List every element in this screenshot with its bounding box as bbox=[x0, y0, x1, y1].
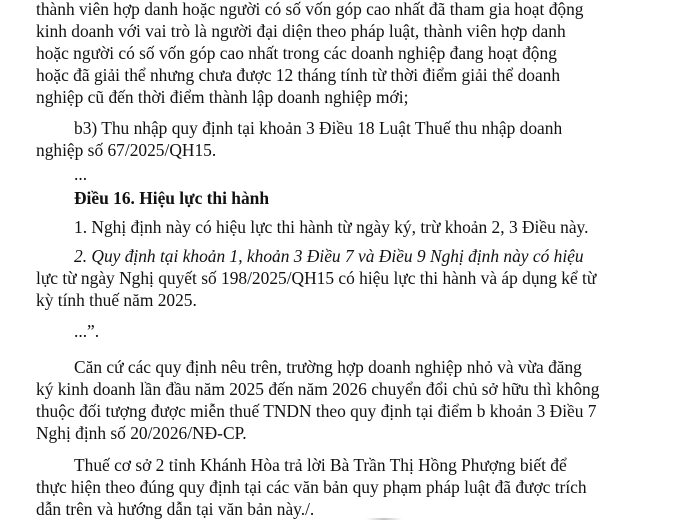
text-line: hoặc người có số vốn góp cao nhất trong các doanh nghiệp đang hoạt động bbox=[36, 43, 557, 63]
text-line: thuộc đối tượng được miễn thuế TNDN theo quy định tại điểm b khoản 3 Điều 7 bbox=[36, 401, 597, 421]
text-line: b3) Thu nhập quy định tại khoản 3 Điều 18 Luật Thuế thu nhập doanh bbox=[74, 118, 563, 138]
article-clause-2 bbox=[36, 245, 664, 311]
text-line: Nghị định số 20/2026/NĐ-CP. bbox=[36, 423, 247, 443]
text-line: Thuế cơ sở 2 tỉnh Khánh Hòa trả lời Bà Trần Thị Hồng Phượng biết để bbox=[74, 455, 567, 475]
text-line: ký kinh doanh lần đầu năm 2025 đến năm 2026 chuyển đổi chủ sở hữu thì không bbox=[36, 379, 600, 399]
text-line: lực từ ngày Nghị quyết số 198/2025/QH15 có hiệu lực thi hành và áp dụng kể từ bbox=[36, 268, 597, 288]
text-line: thành viên hợp danh hoặc người có số vốn góp cao nhất đã tham gia hoạt động bbox=[36, 0, 584, 19]
text-line: dẫn trên và hướng dẫn tại văn bản này./. bbox=[36, 499, 315, 519]
ellipsis: ... bbox=[74, 164, 88, 184]
text-line: 2. Quy định tại khoản 1, khoản 3 Điều 7 và Điều 9 Nghị định này có hiệu bbox=[74, 246, 584, 266]
article-clause-1: 1. Nghị định này có hiệu lực thi hành từ ngày ký, trừ khoản 2, 3 Điều này. bbox=[74, 217, 589, 237]
text-line: kỳ tính thuế năm 2025. bbox=[36, 290, 197, 310]
article-title: Điều 16. Hiệu lực thi hành bbox=[74, 188, 269, 208]
text-line: kinh doanh với vai trò là người đại diện theo pháp luật, thành viên hợp danh bbox=[36, 21, 566, 41]
signature-mark bbox=[366, 518, 402, 520]
paragraph-continuation bbox=[36, 0, 664, 108]
text-line: nghiệp số 67/2025/QH15. bbox=[36, 140, 217, 160]
text-line: thực hiện theo đúng quy định tại các văn bản quy phạm pháp luật đã được trích bbox=[36, 477, 587, 497]
paragraph-closing bbox=[36, 454, 664, 520]
paragraph-conclusion bbox=[36, 356, 664, 444]
text-line: nghiệp cũ đến thời điểm thành lập doanh nghiệp mới; bbox=[36, 87, 409, 107]
text-line: Căn cứ các quy định nêu trên, trường hợp doanh nghiệp nhỏ và vừa đăng bbox=[74, 357, 582, 377]
closing-quote: ...”. bbox=[74, 321, 100, 341]
paragraph-b3 bbox=[36, 117, 664, 161]
document-page bbox=[36, 0, 664, 520]
text-line: hoặc đã giải thể nhưng chưa được 12 tháng tính từ thời điểm giải thể doanh bbox=[36, 65, 561, 85]
